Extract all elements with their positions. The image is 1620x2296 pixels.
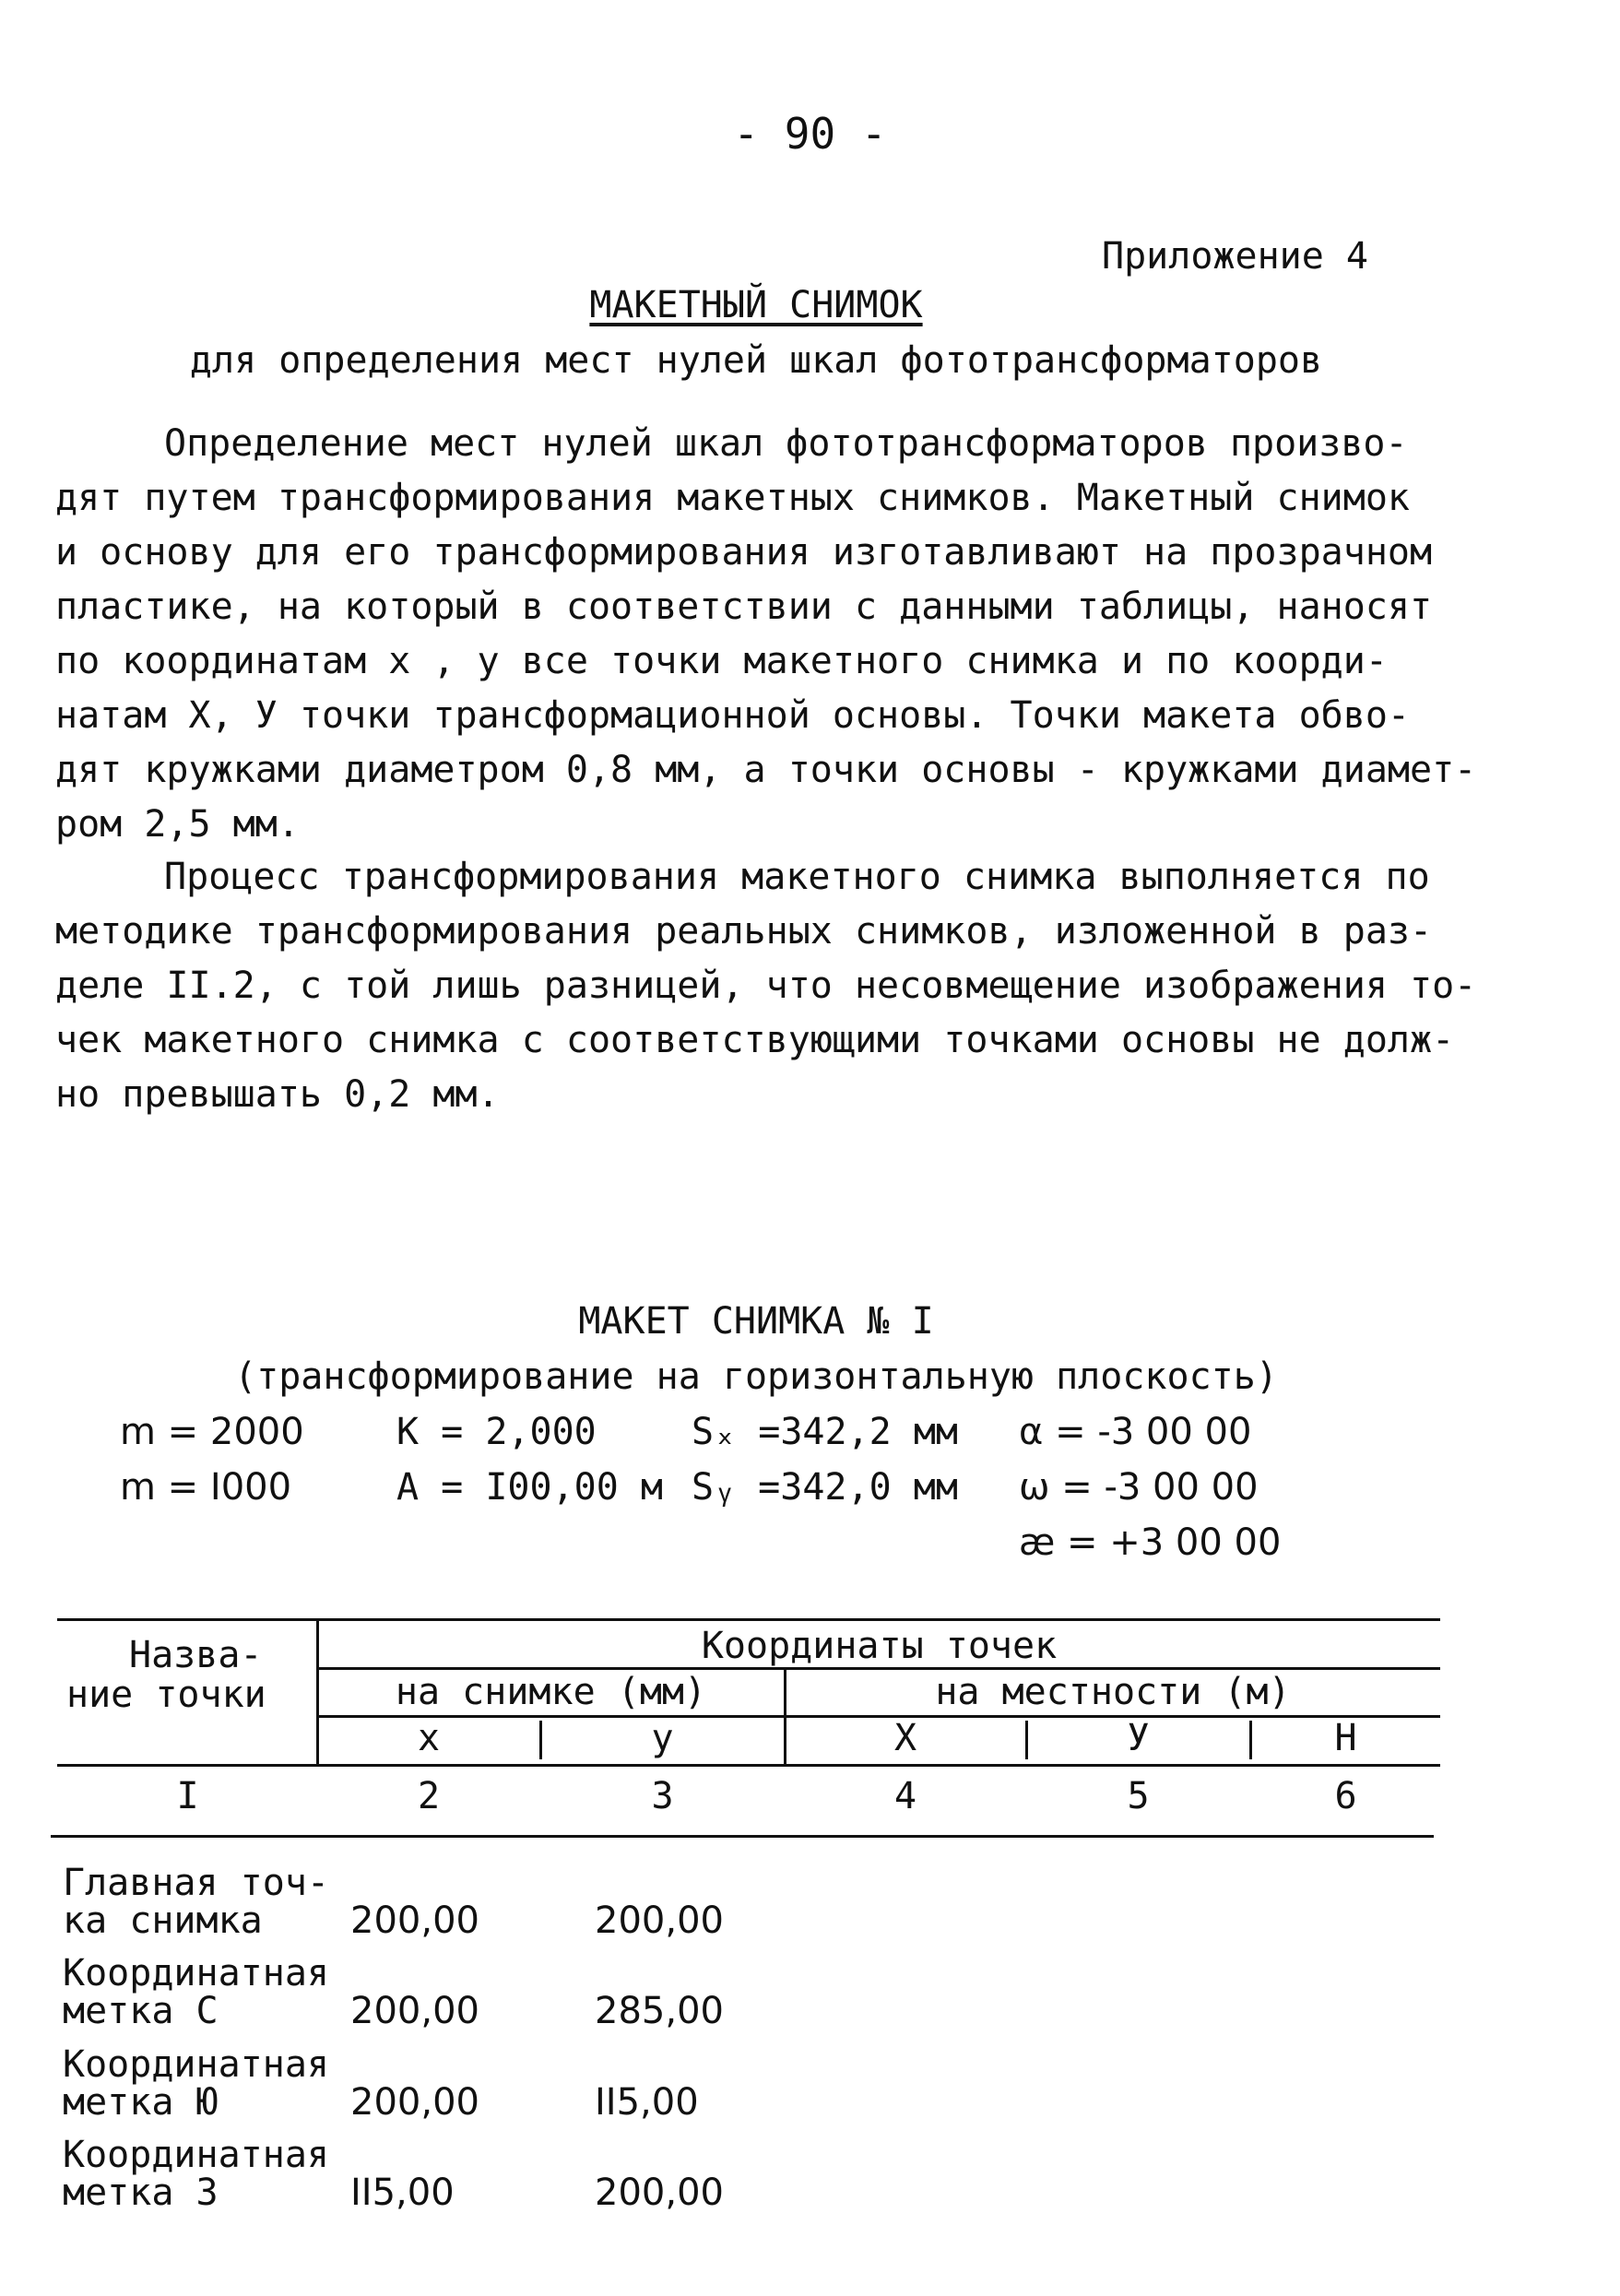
page-number: - 90 - [733, 109, 887, 159]
row-name-line1: Координатная [63, 1952, 329, 1994]
paragraph-line: по координатам x , y все точки макетного снимка и по коорди- [55, 640, 1388, 682]
header-name-line2: ние точки [66, 1674, 266, 1716]
table-rule [57, 1764, 1440, 1767]
document-title: МАКЕТНЫЙ СНИМОК [589, 284, 923, 326]
paragraph-line: Процесс трансформирования макетного снимка выполняется по [164, 856, 1430, 898]
appendix-label: Приложение 4 [1102, 235, 1368, 278]
header-col-X: X [893, 1717, 917, 1759]
table-rule [57, 1618, 1440, 1621]
row-name-line1: Главная точ- [63, 1862, 329, 1904]
row-x-value: 200,00 [350, 1900, 479, 1942]
param-sy: Sᵧ =342,0 мм [692, 1466, 958, 1509]
mockup-subtitle: (трансформирование на горизонтальную плоскость) [234, 1355, 1278, 1398]
row-y-value: II5,00 [595, 2081, 699, 2124]
paragraph-line: но превышать 0,2 мм. [55, 1073, 500, 1116]
param-m-1000: m = I000 [120, 1466, 292, 1509]
header-col-H: H [1334, 1717, 1357, 1759]
header-coordinates: Координаты точек [701, 1625, 1058, 1667]
header-name-line1: Назва- [129, 1634, 263, 1676]
row-name-line2: метка З [63, 2172, 219, 2214]
paragraph-line: Определение мест нулей шкал фототрансформаторов произво- [164, 422, 1408, 465]
param-alpha: α = -3 00 00 [1019, 1411, 1252, 1453]
header-col-x: x [417, 1717, 441, 1759]
paragraph-line: чек макетного снимка с соответствующими точками основы не долж- [55, 1019, 1455, 1061]
param-sx: Sₓ =342,2 мм [692, 1411, 958, 1453]
row-x-value: 200,00 [350, 2081, 479, 2124]
paragraph-line: методике трансформирования реальных снимков, изложенной в раз- [55, 910, 1433, 953]
column-number: 5 [1127, 1775, 1150, 1817]
paragraph-1 [55, 417, 1494, 852]
param-omega: ω = -3 00 00 [1019, 1466, 1259, 1509]
paragraph-line: дят кружками диаметром 0,8 мм, а точки основы - кружками диамет- [55, 749, 1477, 791]
row-name-line2: метка Ю [63, 2081, 219, 2124]
paragraph-line: дят путем трансформирования макетных снимков. Макетный снимок [55, 477, 1411, 519]
row-name-line1: Координатная [63, 2134, 329, 2176]
row-y-value: 200,00 [595, 2172, 724, 2214]
mockup-title: МАКЕТ СНИМКА № I [578, 1300, 934, 1343]
column-number: 2 [417, 1775, 441, 1817]
row-name-line2: метка С [63, 1990, 219, 2032]
row-y-value: 200,00 [595, 1900, 724, 1942]
column-number: 6 [1334, 1775, 1357, 1817]
param-k: К = 2,000 [396, 1411, 597, 1453]
paragraph-2 [55, 850, 1494, 1122]
param-kappa: æ = +3 00 00 [1019, 1521, 1282, 1564]
row-x-value: II5,00 [350, 2172, 455, 2214]
column-number: I [176, 1775, 199, 1817]
row-x-value: 200,00 [350, 1990, 479, 2032]
table-rule [51, 1835, 1434, 1838]
header-on-ground: на местности (м) [935, 1671, 1291, 1713]
table-rule [318, 1667, 1440, 1670]
param-a: А = I00,00 м [396, 1466, 663, 1509]
paragraph-line: пластике, на который в соответствии с данными таблицы, наносят [55, 586, 1433, 628]
row-name-line2: ка снимка [63, 1900, 263, 1942]
column-number: 4 [893, 1775, 917, 1817]
param-m-2000: m = 2000 [120, 1411, 304, 1453]
column-number: 3 [651, 1775, 674, 1817]
header-on-photo: на снимке (мм) [395, 1671, 707, 1713]
paragraph-line: деле II.2, с той лишь разницей, что несовмещение изображения то- [55, 965, 1477, 1007]
header-col-Y: У [1127, 1717, 1150, 1759]
row-y-value: 285,00 [595, 1990, 724, 2032]
document-subtitle: для определения мест нулей шкал фототрансформаторов [189, 339, 1323, 382]
header-col-y: y [651, 1717, 674, 1759]
paragraph-line: ром 2,5 мм. [55, 803, 300, 846]
paragraph-line: натам X, У точки трансформационной основы. Точки макета обво- [55, 694, 1411, 737]
row-name-line1: Координатная [63, 2043, 329, 2086]
paragraph-line: и основу для его трансформирования изготавливают на прозрачном [55, 531, 1433, 574]
